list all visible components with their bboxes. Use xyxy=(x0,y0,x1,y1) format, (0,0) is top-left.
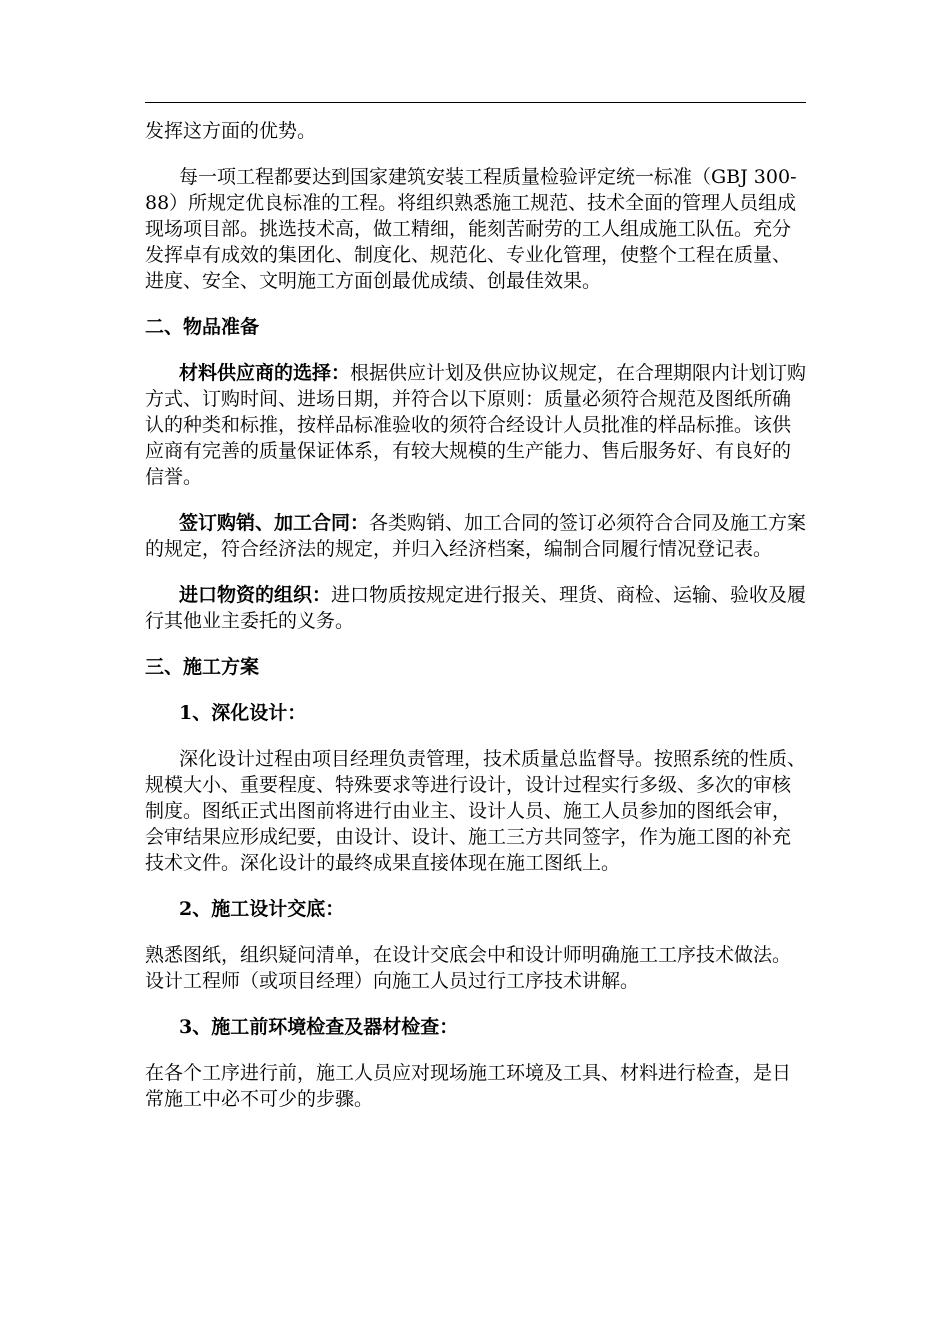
paragraph-environment-check: 在各个工序进行前，施工人员应对现场施工环境及工具、材料进行检查，是日常施工中必不可少的步骤。 xyxy=(145,1062,792,1110)
subheading-detailed-design: 1、深化设计： xyxy=(179,702,307,724)
paragraph-contract xyxy=(145,510,807,562)
paragraph-supplier xyxy=(145,360,807,490)
supplier-text: 根据供应计划及供应协议规定，在合理期限内计划订购方式、订购时间、进场日期，并符合以下原则：质量必须符合规范及图纸所确认的种类和标推，按样品标准验收的须符合经设计人员批准的样品标推。该供应商有完善的质量保证体系，有较大规模的生产能力、售后服务好、有良好的信誉。 xyxy=(145,362,807,488)
import-label: 进口物资的组织： xyxy=(179,584,332,606)
contract-text: 各类购销、加工合同的签订必须符合合同及施工方案的规定，符合经济法的规定，并归入经济档案，编制合同履行情况登记表。 xyxy=(145,512,807,560)
import-text: 进口物质按规定进行报关、理货、商检、运输、验收及履行其他业主委托的义务。 xyxy=(145,584,807,632)
supplier-label: 材料供应商的选择： xyxy=(179,362,351,384)
heading-goods-preparation: 二、物品准备 xyxy=(145,316,260,338)
paragraph-quality-standard: 每一项工程都要达到国家建筑安装工程质量检验评定统一标准（GBJ 300-88）所规定优良标准的工程。将组织熟悉施工规范、技术全面的管理人员组成现场项目部。挑选技术高，做工精细，能刻苦耐劳的工人组成施工队伍。充分发挥卓有成效的集团化、制度化、规范化、专业化管理，使整个工程在质量、进度、安全、文明施工方面创最优成绩、创最佳效果。 xyxy=(145,166,797,292)
paragraph-design-briefing: 熟悉图纸，组织疑问清单，在设计交底会中和设计师明确施工工序技术做法。设计工程师（或项目经理）向施工人员过行工序技术讲解。 xyxy=(145,944,792,992)
subheading-environment-check: 3、施工前环境检查及器材检查： xyxy=(179,1016,459,1038)
paragraph-import xyxy=(145,582,807,634)
subheading-design-briefing: 2、施工设计交底： xyxy=(179,898,345,920)
header-rule xyxy=(145,102,806,103)
contract-label: 签订购销、加工合同： xyxy=(179,512,370,534)
document-body xyxy=(145,118,807,1112)
paragraph-detailed-design: 深化设计过程由项目经理负责管理，技术质量总监督导。按照系统的性质、规模大小、重要程度、特殊要求等进行设计，设计过程实行多级、多次的审核制度。图纸正式出图前将进行由业主、设计人员、施工人员参加的图纸会审，会审结果应形成纪要，由设计、设计、施工三方共同签字，作为施工图的补充技术文件。深化设计的最终成果直接体现在施工图纸上。 xyxy=(145,748,807,874)
heading-construction-plan: 三、施工方案 xyxy=(145,656,260,678)
paragraph-continuation: 发挥这方面的优势。 xyxy=(145,120,317,142)
